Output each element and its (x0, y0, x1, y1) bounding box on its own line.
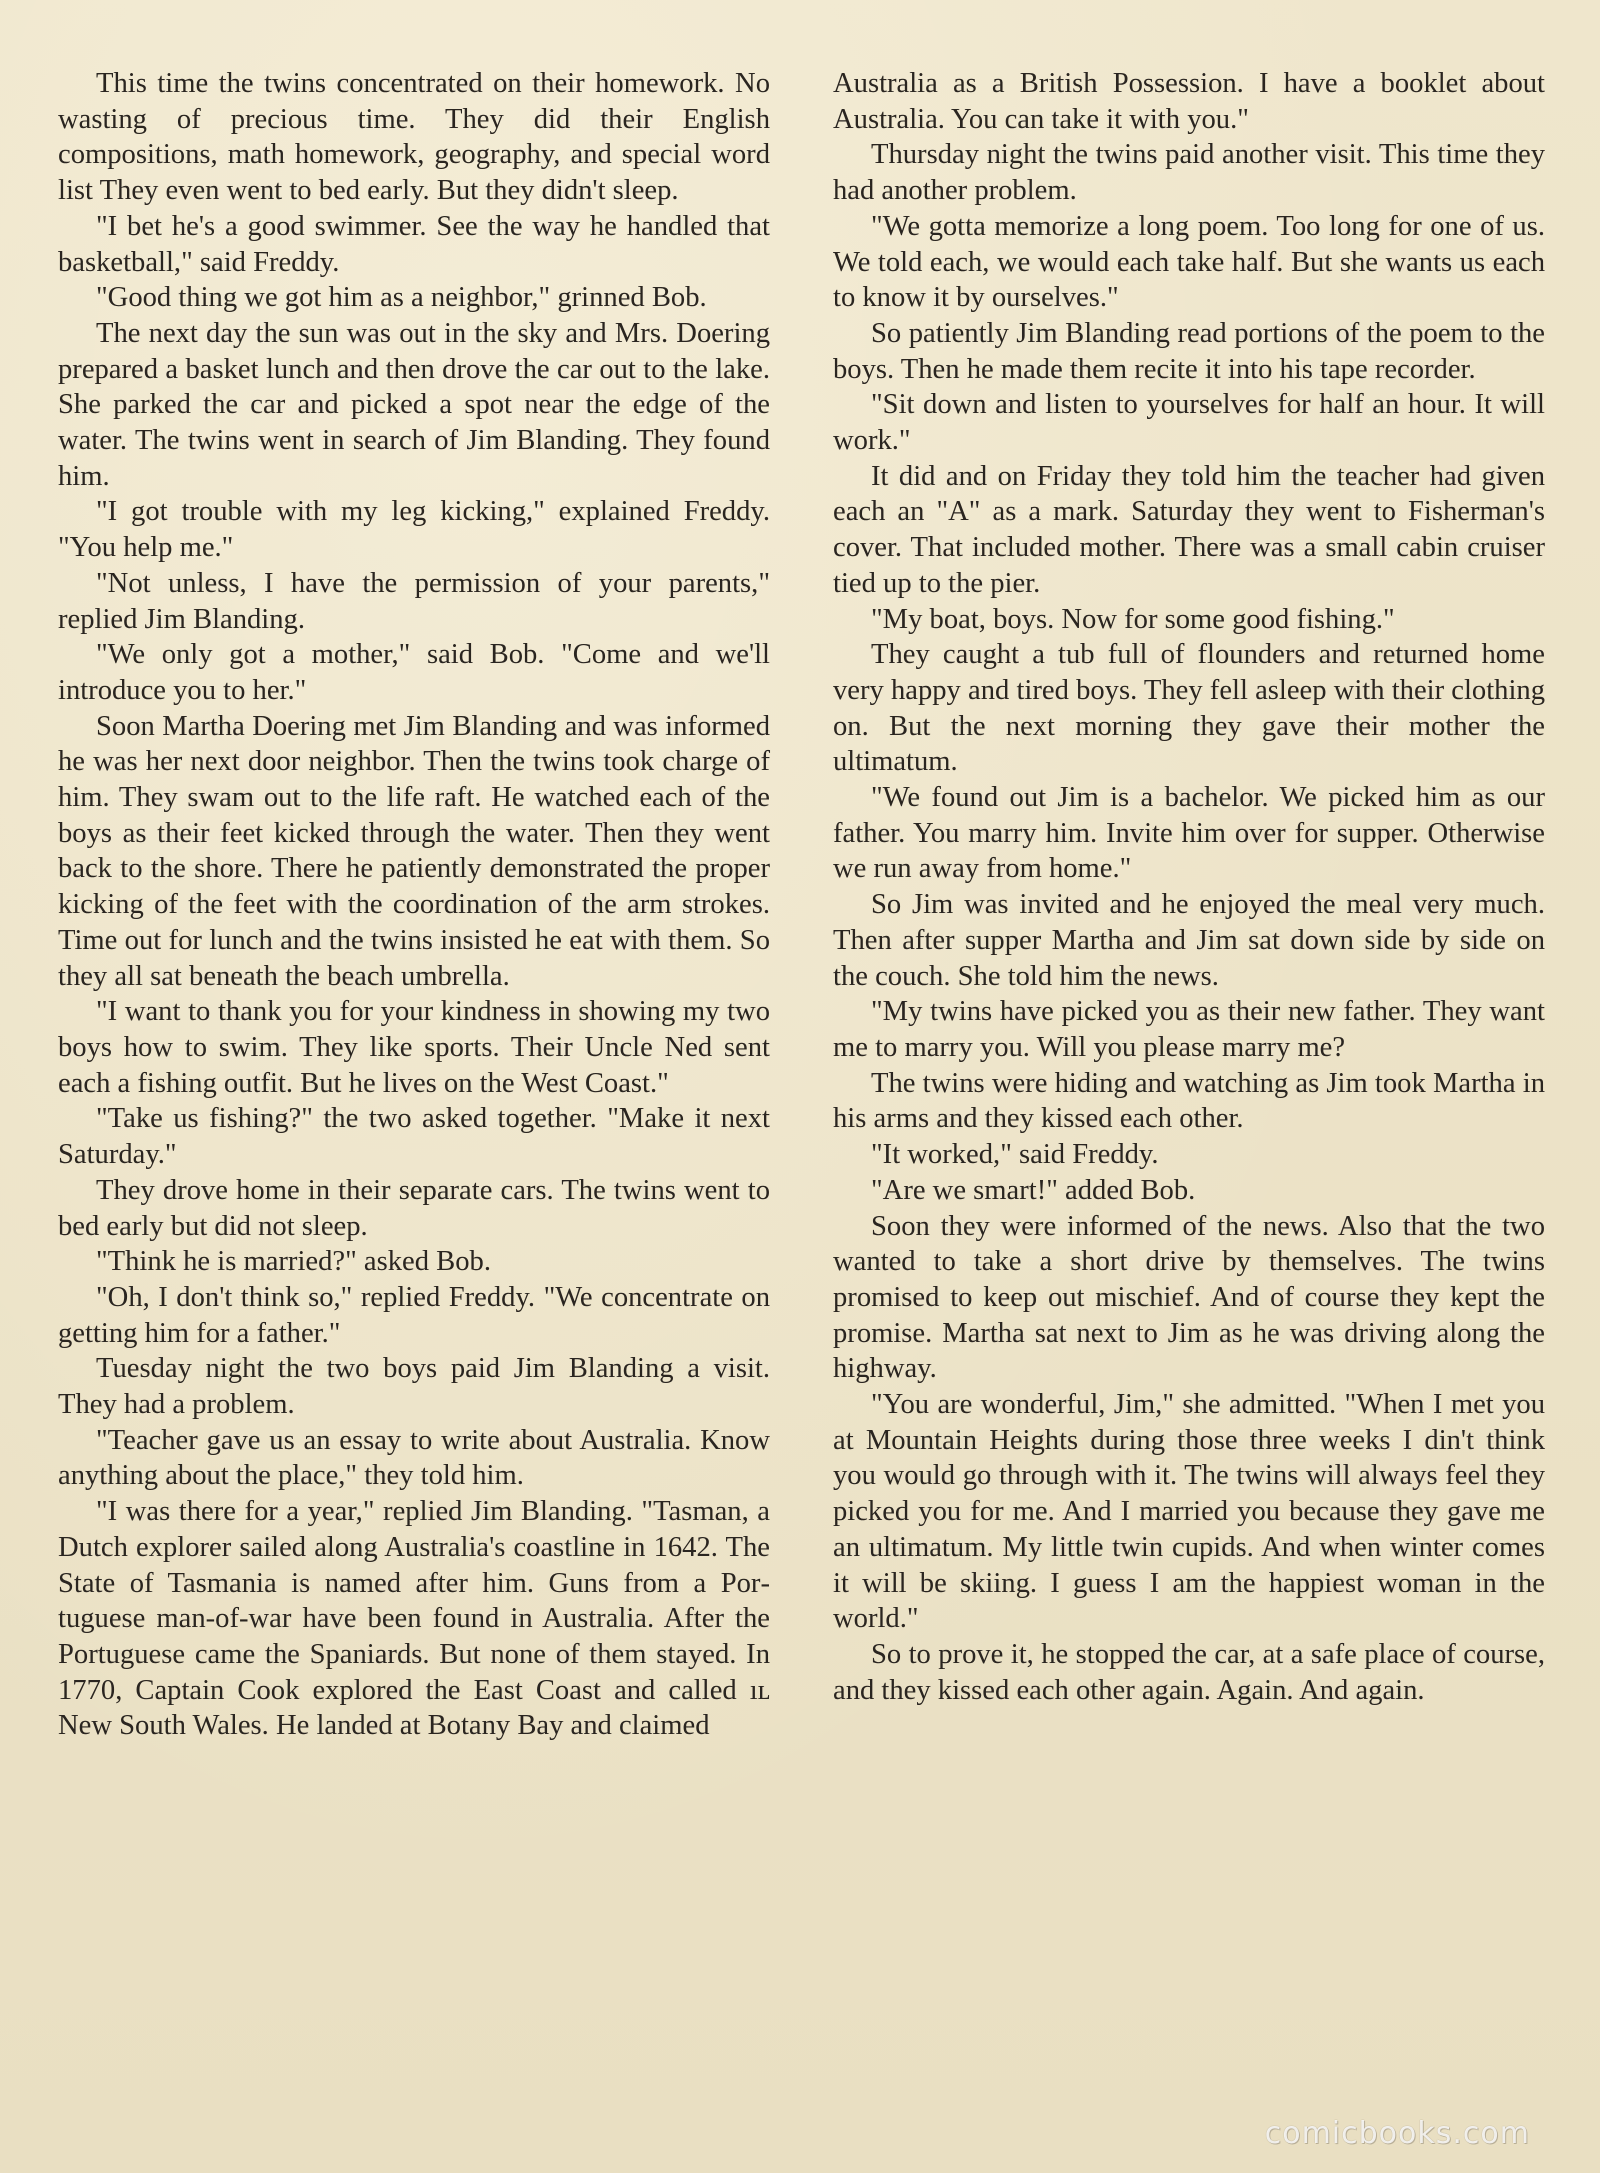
paragraph: "We gotta memorize a long poem. Too long for one of us. We told each, we would each take half. But she wants us each to know it by ourselves." (833, 210, 1545, 314)
paragraph: "My boat, boys. Now for some good fishing." (871, 603, 1395, 635)
paragraph: Tuesday night the two boys paid Jim Blanding a visit. They had a problem. (58, 1353, 770, 1421)
paragraph: This time the twins concentrated on their homework. No wasting of precious time. They did their English compositions, math homework, geography, and special word list They even went to bed early. But they didn't sleep. (58, 68, 770, 207)
paragraph: "Oh, I don't think so," replied Freddy. "We concentrate on getting him for a father." (58, 1281, 770, 1349)
paragraph: "We only got a mother," said Bob. "Come and we'll introduce you to her." (58, 639, 770, 706)
paragraph: "I was there for a year," replied Jim Blanding. "Tasman, a Dutch explorer sailed along Australia's coastline in 1642. The State of Tasmania is named after him. Guns from a Portuguese man-of-war have been found in Australia. After the Portuguese came the Spaniards. But none of them stayed. In 1770, Captain Cook explored the East Coast and called ıʟ New South Wales. He landed at Botany Bay and claimed (58, 1496, 770, 1742)
paragraph: "Not unless, I have the permission of your parents," replied Jim Blanding. (58, 567, 770, 635)
paragraph: "Take us fishing?" the two asked together. "Make it next Saturday." (58, 1103, 770, 1171)
left-column (58, 66, 770, 1744)
paragraph: So patiently Jim Blanding read portions of the poem to the boys. Then he made them recite it into his tape recorder. (833, 317, 1545, 385)
paragraph: They drove home in their separate cars. The twins went to bed early but did not sleep. (58, 1174, 770, 1242)
watermark: comicbooks.com (1264, 2116, 1530, 2151)
paragraph: "Teacher gave us an essay to write about Australia. Know anything about the place," they told him. (58, 1424, 770, 1492)
paragraph: "Good thing we got him as a neighbor," grinned Bob. (96, 282, 707, 314)
paragraph: "Sit down and listen to yourselves for half an hour. It will work." (833, 389, 1545, 457)
paragraph: They caught a tub full of flounders and returned home very happy and tired boys. They fell asleep with their clothing on. But the next morning they gave their mother the ultimatum. (833, 639, 1545, 778)
paragraph: Thursday night the twins paid another visit. This time they had another problem. (833, 139, 1545, 207)
paragraph: So to prove it, he stopped the car, at a safe place of course, and they kissed each other again. Again. And again. (833, 1638, 1545, 1706)
paragraph: "I want to thank you for your kindness in showing my two boys how to swim. They like sports. Their Uncle Ned sent each a fishing outfit. But he lives on the West Coast." (58, 996, 770, 1099)
paragraph: So Jim was invited and he enjoyed the meal very much. Then after supper Martha and Jim sat down side by side on the couch. She told him the news. (833, 889, 1545, 992)
paragraph: "It worked," said Freddy. (871, 1139, 1159, 1171)
paragraph: Soon they were informed of the news. Also that the two wanted to take a short drive by themselves. The twins promised to keep out mischief. And of course they kept the promise. Martha sat next to Jim as he was driving along the highway. (833, 1210, 1545, 1385)
paragraph: "You are wonderful, Jim," she admitted. "When I met you at Mountain Heights during those three weeks I din't think you would go through with it. The twins will always feel they picked you for me. And I married you because they gave me an ultimatum. My little twin cupids. And when winter comes it will be skiing. I guess I am the happiest woman in the world." (833, 1389, 1545, 1635)
paragraph: Soon Martha Doering met Jim Blanding and was informed he was her next door neighbor. Then the twins took charge of him. They swam out to the life raft. He watched each of the boys as their feet kicked through the water. Then they went back to the shore. There he patiently demonstrated the proper kicking of the feet with the coordination of the arm strokes. Time out for lunch and the twins insisted he eat with them. So they all sat beneath the beach umbrella. (58, 710, 770, 992)
paragraph: "Are we smart!" added Bob. (871, 1174, 1196, 1206)
paragraph: Australia as a British Possession. I have a booklet about Australia. You can take it with you." (833, 68, 1545, 135)
paragraph: "I bet he's a good swimmer. See the way he handled that basketball," said Freddy. (58, 210, 770, 278)
paragraph: The twins were hiding and watching as Jim took Martha in his arms and they kissed each other. (833, 1067, 1545, 1135)
paragraph: "I got trouble with my leg kicking," explained Freddy. "You help me." (58, 496, 770, 564)
right-column (833, 66, 1545, 1708)
paragraph: The next day the sun was out in the sky and Mrs. Doering prepared a basket lunch and then drove the car out to the lake. She parked the car and picked a spot near the edge of the water. The twins went in search of Jim Blanding. They found him. (58, 317, 770, 492)
paragraph: It did and on Friday they told him the teacher had given each an "A" as a mark. Saturday they went to Fisherman's cover. That included mother. There was a small cabin cruiser tied up to the pier. (833, 460, 1545, 599)
paragraph: "My twins have picked you as their new father. They want me to marry you. Will you please marry me? (833, 996, 1545, 1063)
paragraph: "We found out Jim is a bachelor. We picked him as our father. You marry him. Invite him over for supper. Otherwise we run away from home." (833, 782, 1545, 885)
paragraph: "Think he is married?" asked Bob. (96, 1246, 491, 1278)
